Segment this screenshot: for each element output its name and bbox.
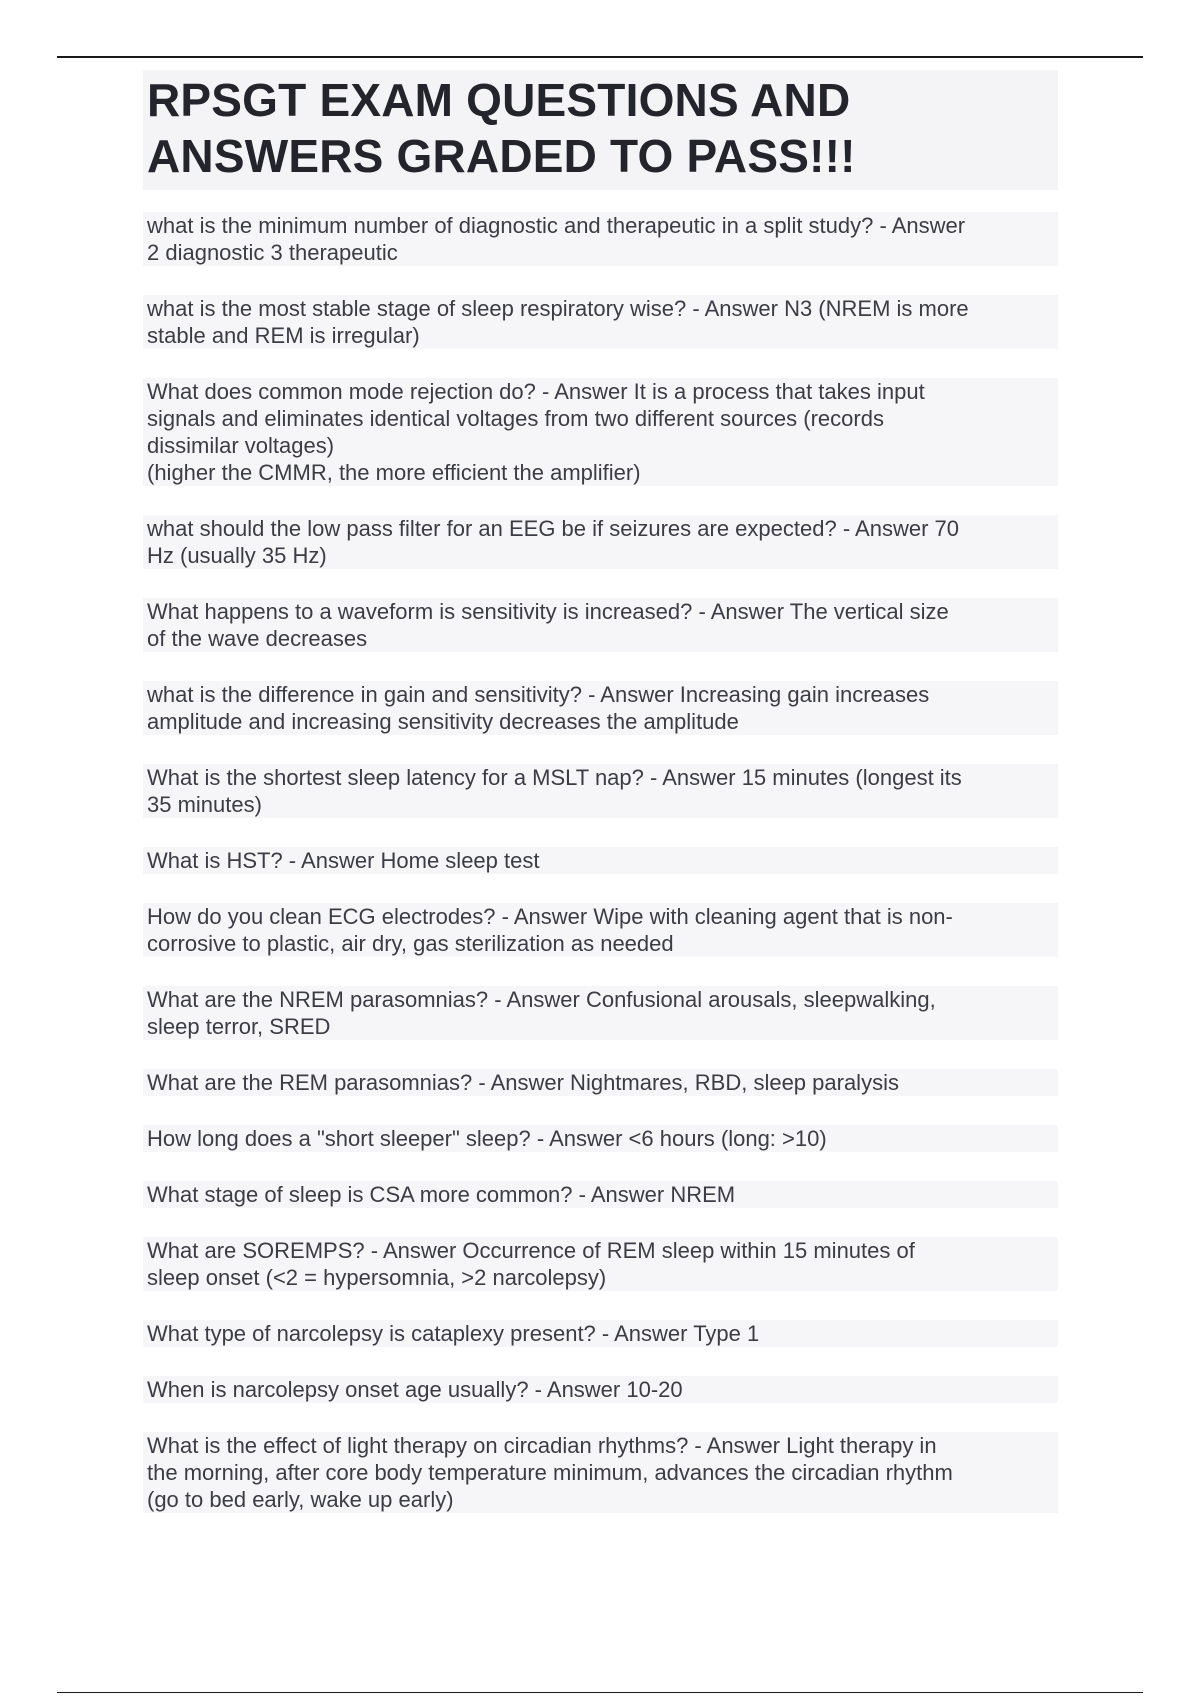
qa-line: what is the minimum number of diagnostic and therapeutic in a split study? - Answer — [147, 213, 966, 238]
qa-item — [143, 1376, 1058, 1403]
qa-item — [143, 903, 1058, 957]
qa-line: What is the effect of light therapy on circadian rhythms? - Answer Light therapy in — [147, 1433, 937, 1458]
bottom-rule — [57, 1692, 1143, 1693]
title-block — [143, 70, 1058, 190]
qa-item — [143, 1237, 1058, 1291]
qa-line: How do you clean ECG electrodes? - Answer Wipe with cleaning agent that is non- — [147, 904, 953, 929]
qa-item — [143, 1432, 1058, 1513]
qa-line: What is HST? - Answer Home sleep test — [147, 848, 540, 873]
qa-line: What are SOREMPS? - Answer Occurrence of REM sleep within 15 minutes of — [147, 1238, 915, 1263]
document-title — [147, 72, 1054, 184]
qa-item — [143, 847, 1058, 874]
qa-item — [143, 212, 1058, 266]
qa-item — [143, 1069, 1058, 1096]
qa-line: 2 diagnostic 3 therapeutic — [147, 240, 398, 265]
qa-line: What happens to a waveform is sensitivity is increased? - Answer The vertical size — [147, 599, 949, 624]
qa-line: (go to bed early, wake up early) — [147, 1487, 454, 1512]
qa-line: What stage of sleep is CSA more common? - Answer NREM — [147, 1182, 736, 1207]
qa-line: 35 minutes) — [147, 792, 262, 817]
qa-line: the morning, after core body temperature minimum, advances the circadian rhythm — [147, 1460, 953, 1485]
qa-item — [143, 764, 1058, 818]
qa-line: amplitude and increasing sensitivity decreases the amplitude — [147, 709, 739, 734]
qa-item — [143, 378, 1058, 486]
qa-line: dissimilar voltages) — [147, 433, 335, 458]
qa-line: of the wave decreases — [147, 626, 368, 651]
qa-line: Hz (usually 35 Hz) — [147, 543, 327, 568]
qa-item — [143, 986, 1058, 1040]
title-line-2: ANSWERS GRADED TO PASS!!! — [147, 130, 856, 182]
qa-line: What are the NREM parasomnias? - Answer Confusional arousals, sleepwalking, — [147, 987, 936, 1012]
qa-line: sleep terror, SRED — [147, 1014, 331, 1039]
qa-item — [143, 515, 1058, 569]
title-line-1: RPSGT EXAM QUESTIONS AND — [147, 74, 851, 126]
top-rule — [57, 56, 1143, 58]
qa-line: what is the most stable stage of sleep respiratory wise? - Answer N3 (NREM is more — [147, 296, 969, 321]
qa-item — [143, 1181, 1058, 1208]
qa-line: what is the difference in gain and sensitivity? - Answer Increasing gain increases — [147, 682, 930, 707]
qa-line: How long does a "short sleeper" sleep? - Answer <6 hours (long: >10) — [147, 1126, 827, 1151]
qa-line: What are the REM parasomnias? - Answer Nightmares, RBD, sleep paralysis — [147, 1070, 899, 1095]
qa-line: (higher the CMMR, the more efficient the amplifier) — [147, 460, 641, 485]
qa-line: corrosive to plastic, air dry, gas sterilization as needed — [147, 931, 674, 956]
qa-line: signals and eliminates identical voltages from two different sources (records — [147, 406, 884, 431]
qa-line: sleep onset (<2 = hypersomnia, >2 narcolepsy) — [147, 1265, 607, 1290]
qa-list — [143, 212, 1058, 1513]
qa-line: what should the low pass filter for an EEG be if seizures are expected? - Answer 70 — [147, 516, 959, 541]
qa-line: When is narcolepsy onset age usually? - Answer 10-20 — [147, 1377, 683, 1402]
qa-item — [143, 681, 1058, 735]
qa-item — [143, 598, 1058, 652]
qa-line: stable and REM is irregular) — [147, 323, 420, 348]
qa-line: What does common mode rejection do? - Answer It is a process that takes input — [147, 379, 925, 404]
qa-line: What is the shortest sleep latency for a MSLT nap? - Answer 15 minutes (longest its — [147, 765, 962, 790]
qa-item — [143, 295, 1058, 349]
qa-line: What type of narcolepsy is cataplexy present? - Answer Type 1 — [147, 1321, 760, 1346]
qa-item — [143, 1125, 1058, 1152]
document-body — [143, 70, 1058, 1542]
qa-item — [143, 1320, 1058, 1347]
